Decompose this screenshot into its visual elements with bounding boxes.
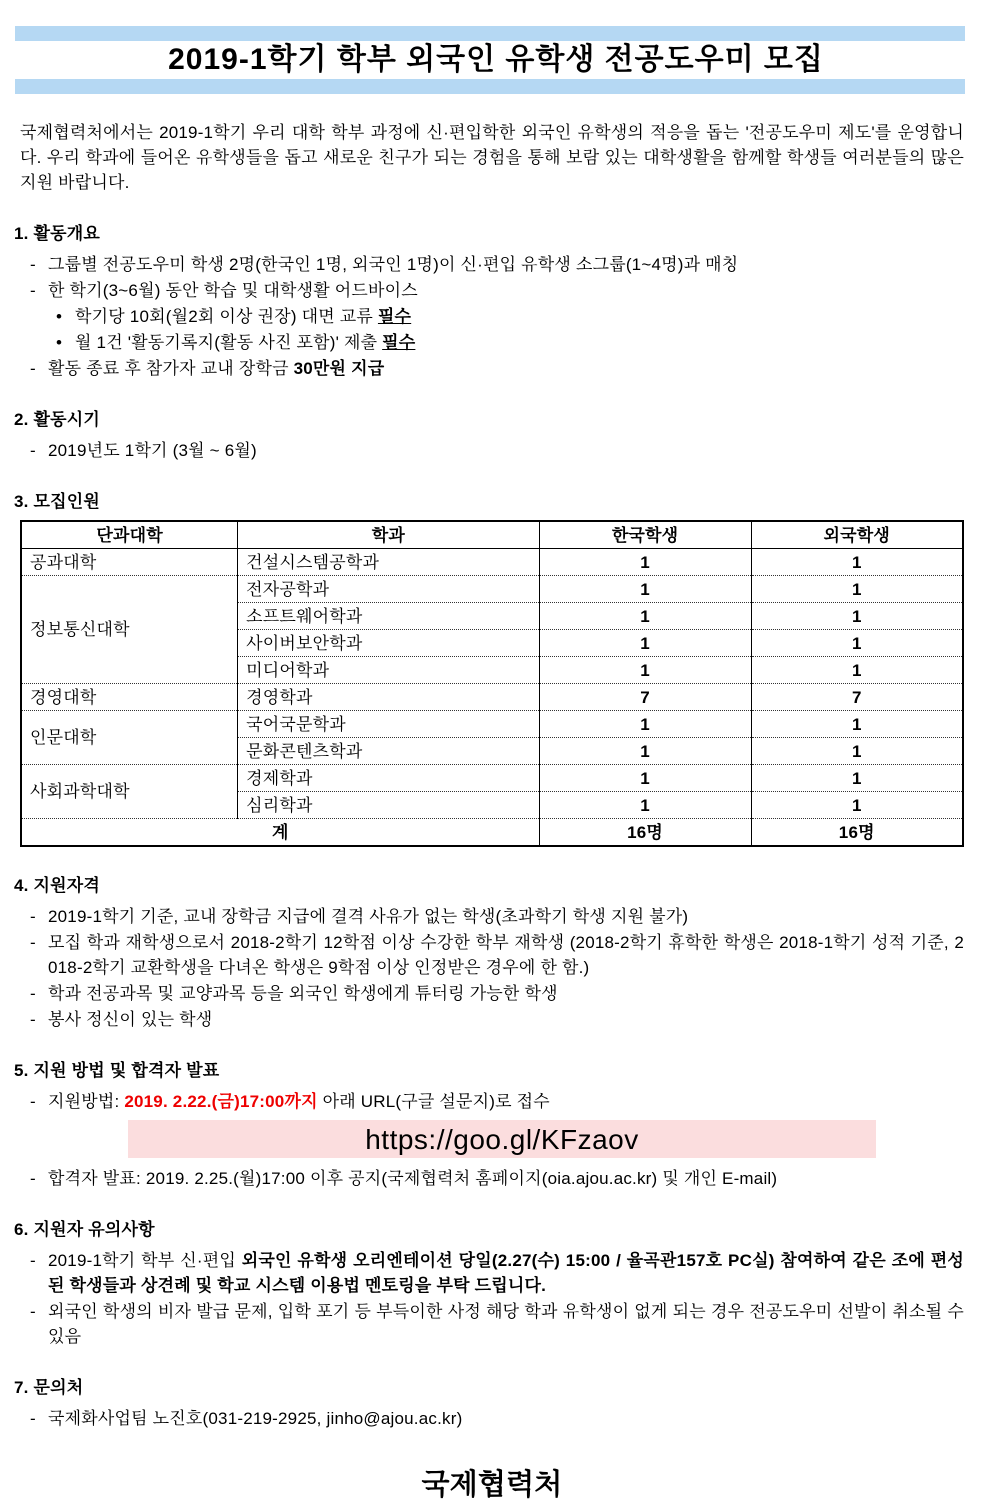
list-item (20, 1406, 964, 1431)
list-item-text: 한 학기(3~6월) 동안 학습 및 대학생활 어드바이스 (48, 281, 418, 300)
list-item (20, 356, 964, 381)
korean-count-cell: 1 (539, 630, 751, 657)
list-item (20, 1089, 964, 1114)
college-cell: 사회과학대학 (21, 765, 238, 819)
intro-paragraph: 국제협력처에서는 2019-1학기 우리 대학 학부 과정에 신·편입학한 외국인 유학생의 적응을 돕는 '전공도우미 제도'를 운영합니다. 우리 학과에 들어온 유학생들을 돕고 새로운 친구가 되는 경험을 통해 보람 있는 대학생활을 함께할 학생들 여러분들의 많은 지원 바랍니다. (20, 123, 964, 192)
korean-count-cell: 1 (539, 765, 751, 792)
dept-cell: 심리학과 (238, 792, 539, 819)
foreign-count-cell: 1 (751, 630, 963, 657)
list-item-text: 월 1건 '활동기록지(활동 사진 포함)' 제출 필수 (75, 333, 416, 352)
list-item (20, 278, 964, 303)
list-item-text: 2019-1학기 학부 신·편입 외국인 유학생 오리엔테이션 당일(2.27(수) 15:00 / 율곡관157호 PC실) 참여하여 같은 조에 편성된 학생들과 상견례 및 학교 시스템 이용법 멘토링을 부탁 드립니다. (48, 1251, 964, 1295)
dept-cell: 경영학과 (238, 684, 539, 711)
table-row (21, 684, 963, 711)
dept-cell: 문화콘텐츠학과 (238, 738, 539, 765)
foreign-count-cell: 1 (751, 576, 963, 603)
col-header-foreign-students: 외국학생 (751, 521, 963, 549)
table-row (21, 576, 963, 603)
dept-cell: 전자공학과 (238, 576, 539, 603)
dash-marker: - (30, 1169, 36, 1188)
section-activity-period (14, 407, 964, 463)
korean-count-cell: 1 (539, 792, 751, 819)
dept-cell: 사이버보안학과 (238, 630, 539, 657)
list-item-text: 외국인 학생의 비자 발급 문제, 입학 포기 등 부득이한 사정 해당 학과 유학생이 없게 되는 경우 전공도우미 선발이 취소될 수 있음 (48, 1302, 964, 1346)
table-header-row (21, 521, 963, 549)
list-item-text: 학기당 10회(월2회 이상 권장) 대면 교류 필수 (75, 307, 412, 326)
table-total-row (21, 819, 963, 847)
dash-marker: - (30, 907, 36, 926)
college-cell: 공과대학 (21, 549, 238, 576)
dash-marker: - (30, 984, 36, 1003)
recruit-table-body (21, 549, 963, 847)
sub-list-item (20, 330, 964, 355)
table-row (21, 765, 963, 792)
page-title: 2019-1학기 학부 외국인 유학생 전공도우미 모집 (168, 43, 824, 76)
list-item (20, 930, 964, 980)
college-cell: 정보통신대학 (21, 576, 238, 684)
list-item-text: 2019-1학기 기준, 교내 장학금 지급에 결격 사유가 없는 학생(초과학기 학생 지원 불가) (48, 907, 689, 926)
section-5-heading: 5. 지원 방법 및 합격자 발표 (14, 1061, 220, 1080)
list-item (20, 252, 964, 277)
section-recruit-numbers (14, 489, 964, 847)
section-6-heading: 6. 지원자 유의사항 (14, 1220, 155, 1239)
list-item-text: 학과 전공과목 및 교양과목 등을 외국인 학생에게 튜터링 가능한 학생 (48, 984, 558, 1003)
banner-top-bar (15, 26, 965, 41)
section-1-heading: 1. 활동개요 (14, 224, 100, 243)
foreign-count-cell: 1 (751, 549, 963, 576)
dept-cell: 경제학과 (238, 765, 539, 792)
list-item (20, 438, 964, 463)
application-url-box[interactable] (128, 1120, 876, 1158)
list-item (20, 1248, 964, 1298)
col-header-college: 단과대학 (21, 521, 238, 549)
section-eligibility (14, 873, 964, 1032)
foreign-count-cell: 1 (751, 792, 963, 819)
korean-count-cell: 1 (539, 603, 751, 630)
total-label-cell: 계 (21, 819, 539, 847)
dash-marker: - (30, 441, 36, 460)
title-banner (0, 26, 992, 94)
table-row (21, 711, 963, 738)
korean-count-cell: 7 (539, 684, 751, 711)
list-item-text: 2019년도 1학기 (3월 ~ 6월) (48, 441, 257, 460)
college-cell: 인문대학 (21, 711, 238, 765)
list-item (20, 981, 964, 1006)
foreign-count-cell: 1 (751, 657, 963, 684)
section-4-heading: 4. 지원자격 (14, 876, 100, 895)
recruit-table (20, 520, 964, 847)
bullet-marker: • (56, 307, 63, 326)
foreign-count-cell: 7 (751, 684, 963, 711)
foreign-count-cell: 1 (751, 765, 963, 792)
list-item-text: 지원방법: 2019. 2.22.(금)17:00까지 아래 URL(구글 설문지)로 접수 (48, 1092, 550, 1111)
application-url-link[interactable]: https://goo.gl/KFzaov (365, 1123, 639, 1155)
bullet-marker: • (56, 333, 63, 352)
total-foreign-cell: 16명 (838, 822, 875, 842)
list-item-text: 봉사 정신이 있는 학생 (48, 1010, 213, 1029)
list-item-text: 합격자 발표: 2019. 2.25.(월)17:00 이후 공지(국제협력처 홈페이지(oia.ajou.ac.kr) 및 개인 E-mail) (48, 1169, 778, 1188)
foreign-count-cell: 1 (751, 603, 963, 630)
dash-marker: - (30, 1092, 36, 1111)
section-applicant-notes (14, 1217, 964, 1349)
col-header-dept: 학과 (238, 521, 539, 549)
section-contact (14, 1375, 964, 1431)
footer-org-name: 국제협력처 (421, 1469, 563, 1501)
sub-list-item (20, 304, 964, 329)
dept-cell: 소프트웨어학과 (238, 603, 539, 630)
dash-marker: - (30, 1409, 36, 1428)
dash-marker: - (30, 1251, 36, 1270)
list-item-text: 활동 종료 후 참가자 교내 장학금 30만원 지급 (48, 359, 385, 378)
col-header-korean-students: 한국학생 (539, 521, 751, 549)
section-2-heading: 2. 활동시기 (14, 410, 100, 429)
list-item-text: 모집 학과 재학생으로서 2018-2학기 12학점 이상 수강한 학부 재학생 (2018-2학기 휴학한 학생은 2018-1학기 성적 기준, 2018-2학기 교환학생을 다녀온 학생은 9학점 이상 인정받은 경우에 한 함.) (48, 933, 964, 977)
section-7-heading: 7. 문의처 (14, 1378, 84, 1397)
korean-count-cell: 1 (539, 738, 751, 765)
section-apply-method (14, 1058, 964, 1191)
dept-cell: 미디어학과 (238, 657, 539, 684)
college-cell: 경영대학 (21, 684, 238, 711)
foreign-count-cell: 1 (751, 711, 963, 738)
dash-marker: - (30, 359, 36, 378)
list-item (20, 1007, 964, 1032)
document-body (0, 120, 992, 1501)
korean-count-cell: 1 (539, 657, 751, 684)
list-item-text: 국제화사업팀 노진호(031-219-2925, jinho@ajou.ac.kr) (48, 1409, 463, 1428)
dash-marker: - (30, 281, 36, 300)
dept-cell: 국어국문학과 (238, 711, 539, 738)
korean-count-cell: 1 (539, 576, 751, 603)
korean-count-cell: 1 (539, 549, 751, 576)
dash-marker: - (30, 1010, 36, 1029)
korean-count-cell: 1 (539, 711, 751, 738)
dash-marker: - (30, 255, 36, 274)
dept-cell: 건설시스템공학과 (238, 549, 539, 576)
total-korean-cell: 16명 (539, 819, 751, 847)
list-item (20, 1166, 964, 1191)
dash-marker: - (30, 1302, 36, 1321)
banner-bottom-bar (15, 79, 965, 94)
section-activity-overview (14, 221, 964, 381)
list-item (20, 1299, 964, 1349)
table-row (21, 549, 963, 576)
list-item-text: 그룹별 전공도우미 학생 2명(한국인 1명, 외국인 1명)이 신·편입 유학생 소그룹(1~4명)과 매칭 (48, 255, 739, 274)
dash-marker: - (30, 933, 36, 952)
foreign-count-cell: 1 (751, 738, 963, 765)
list-item (20, 904, 964, 929)
section-3-heading: 3. 모집인원 (14, 492, 100, 511)
